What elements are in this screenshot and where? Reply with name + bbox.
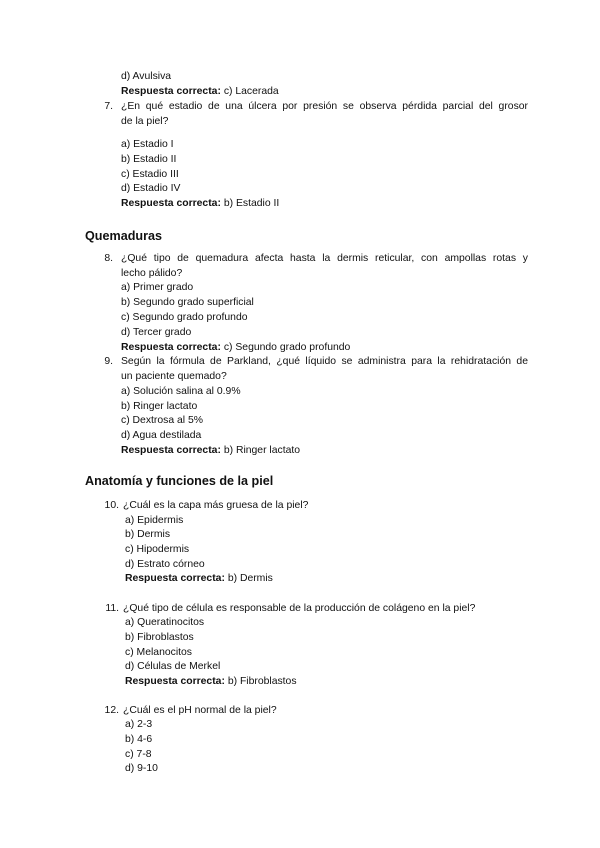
q7-text-line1: ¿En qué estadio de una úlcera por presión se observa pérdida parcial del grosor xyxy=(121,101,528,112)
q6-answer xyxy=(121,85,279,99)
q9-text-line1: Según la fórmula de Parkland, ¿qué líquido se administra para la rehidratación de xyxy=(121,356,528,367)
q11-option-c: c) Melanocitos xyxy=(125,647,192,658)
q12-option-d: d) 9-10 xyxy=(125,763,158,774)
q7-option-d: d) Estadio IV xyxy=(121,183,181,194)
q8-text-line2: lecho pálido? xyxy=(121,268,183,279)
answer-value: b) Ringer lactato xyxy=(223,445,301,456)
q9-option-d: d) Agua destilada xyxy=(121,430,202,441)
q8-number: 8. xyxy=(104,253,113,264)
answer-label: Respuesta correcta: xyxy=(121,342,221,353)
q11-text: ¿Qué tipo de célula es responsable de la producción de colágeno en la piel? xyxy=(123,603,476,614)
q7-text-line2: de la piel? xyxy=(121,116,169,127)
q12-text: ¿Cuál es el pH normal de la piel? xyxy=(123,705,277,716)
q9-answer xyxy=(121,444,300,458)
q8-answer xyxy=(121,341,350,355)
q8-option-c: c) Segundo grado profundo xyxy=(121,312,248,323)
answer-label: Respuesta correcta: xyxy=(125,676,225,687)
section-heading-anatomy: Anatomía y funciones de la piel xyxy=(85,474,274,488)
q11-number: 11. xyxy=(105,603,119,614)
q9-option-c: c) Dextrosa al 5% xyxy=(121,415,203,426)
section-heading-burns: Quemaduras xyxy=(85,229,162,243)
q7-option-c: c) Estadio III xyxy=(121,169,179,180)
answer-value: c) Segundo grado profundo xyxy=(223,342,351,353)
q11-option-a: a) Queratinocitos xyxy=(125,617,205,628)
q9-option-a: a) Solución salina al 0.9% xyxy=(121,386,241,397)
answer-label: Respuesta correcta: xyxy=(121,86,221,97)
q12-option-a: a) 2-3 xyxy=(125,719,153,730)
answer-value: b) Estadio II xyxy=(223,198,280,209)
answer-label: Respuesta correcta: xyxy=(121,445,221,456)
q8-option-b: b) Segundo grado superficial xyxy=(121,297,254,308)
q12-option-b: b) 4-6 xyxy=(125,734,153,745)
answer-value: b) Dermis xyxy=(227,573,273,584)
q6-option-d: d) Avulsiva xyxy=(121,71,172,82)
q8-option-a: a) Primer grado xyxy=(121,282,194,293)
q12-option-c: c) 7-8 xyxy=(125,749,152,760)
q10-number: 10. xyxy=(104,500,119,511)
q10-option-a: a) Epidermis xyxy=(125,515,184,526)
q8-option-d: d) Tercer grado xyxy=(121,327,192,338)
q9-text-line2: un paciente quemado? xyxy=(121,371,227,382)
q7-answer xyxy=(121,197,279,211)
q7-option-b: b) Estadio II xyxy=(121,154,177,165)
answer-label: Respuesta correcta: xyxy=(121,198,221,209)
q10-option-b: b) Dermis xyxy=(125,529,171,540)
q11-option-d: d) Células de Merkel xyxy=(125,661,221,672)
q8-text-line1: ¿Qué tipo de quemadura afecta hasta la dermis reticular, con ampollas rotas y xyxy=(121,253,528,264)
q11-option-b: b) Fibroblastos xyxy=(125,632,194,643)
q12-number: 12. xyxy=(104,705,119,716)
q7-number: 7. xyxy=(104,101,113,112)
answer-label: Respuesta correcta: xyxy=(125,573,225,584)
q10-option-d: d) Estrato córneo xyxy=(125,559,205,570)
q10-answer xyxy=(125,572,273,586)
q9-option-b: b) Ringer lactato xyxy=(121,401,198,412)
q10-option-c: c) Hipodermis xyxy=(125,544,190,555)
q11-answer xyxy=(125,675,297,689)
q9-number: 9. xyxy=(104,356,113,367)
answer-value: b) Fibroblastos xyxy=(227,676,297,687)
answer-value: c) Lacerada xyxy=(223,86,279,97)
q10-text: ¿Cuál es la capa más gruesa de la piel? xyxy=(123,500,309,511)
q7-option-a: a) Estadio I xyxy=(121,139,174,150)
